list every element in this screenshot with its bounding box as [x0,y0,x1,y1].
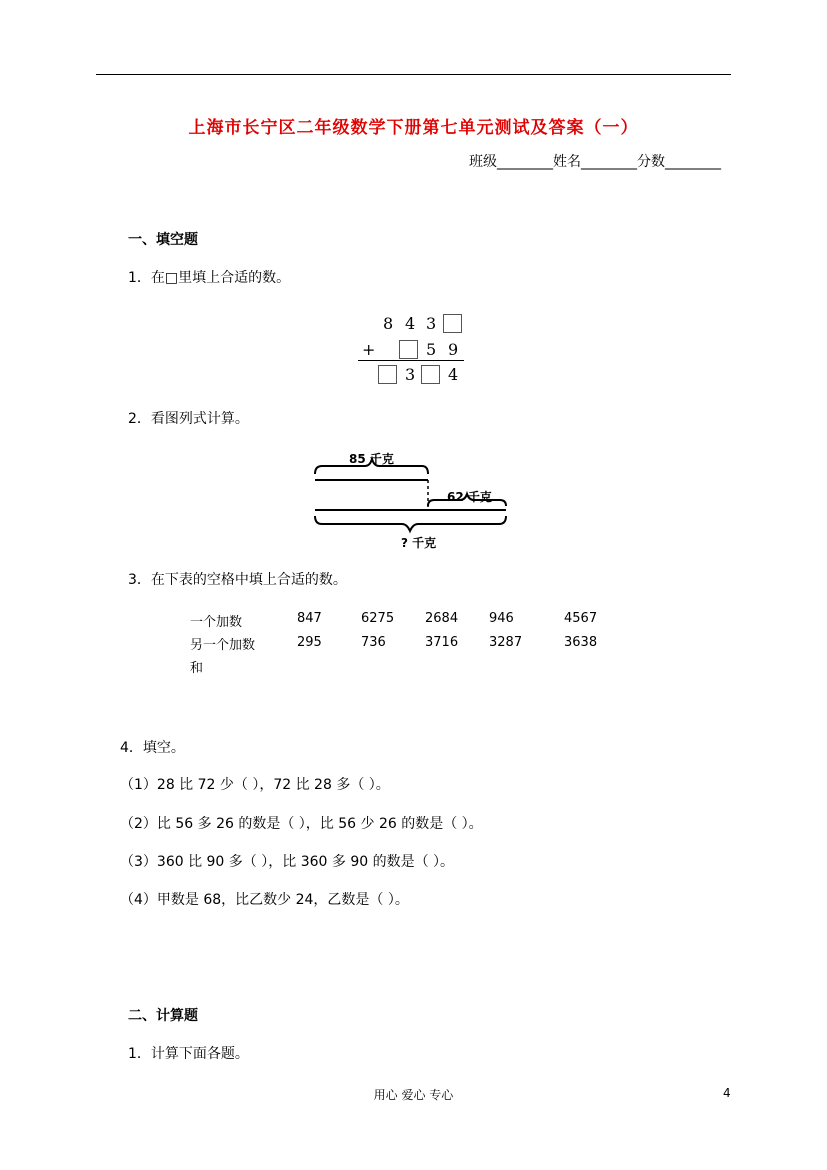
table-row-label: 一个加数 [190,615,243,630]
header-rule [96,74,731,75]
footer-motto: 用心 爱心 专心 [373,1088,454,1102]
answer-box[interactable] [443,314,462,333]
label-unknown-kg: ? 千克 [401,536,437,550]
student-info-line: 班级________姓名________分数________ [469,154,721,170]
label-62kg: 62 千克 [447,490,492,504]
table-cell: 3287 [489,635,523,650]
table-row-label: 和 [190,661,204,676]
answer-box[interactable] [399,340,418,359]
answer-box[interactable] [421,365,440,384]
question-4-item: （1）28 比 72 少（ ），72 比 28 多（ ）。 [120,777,390,793]
table-cell: 3638 [564,635,598,650]
digit: 8 [383,314,394,333]
answer-box[interactable] [378,365,397,384]
question-4-item: （2）比 56 多 26 的数是（ ），比 56 少 26 的数是（ ）。 [120,816,483,832]
question-4-item: （3）360 比 90 多（ ），比 360 多 90 的数是（ ）。 [120,854,455,870]
digit: 3 [405,365,416,384]
page-title: 上海市长宁区二年级数学下册第七单元测试及答案（一） [188,118,639,138]
digit: 9 [448,340,459,359]
digit: 4 [448,365,459,384]
label-85kg: 85 千克 [349,452,394,466]
table-cell: 736 [361,635,386,650]
question-3-text: 3．在下表的空格中填上合适的数。 [128,572,347,588]
question-2-text: 2．看图列式计算。 [128,411,249,427]
digit: 4 [405,314,416,333]
table-cell: 946 [489,611,514,626]
table-cell: 3716 [425,635,459,650]
digit: 3 [426,314,437,333]
table-cell: 2684 [425,611,459,626]
table-cell: 847 [297,611,322,626]
section-heading-calculation: 二、计算题 [128,1008,198,1024]
table-cell: 4567 [564,611,598,626]
table-cell: 295 [297,635,322,650]
question-1-text: 1．在□里填上合适的数。 [128,270,291,286]
question-4-text: 4．填空。 [120,740,185,756]
table-cell: 6275 [361,611,395,626]
sum-line [358,360,464,361]
digit: 5 [426,340,437,359]
table-row-label: 另一个加数 [190,638,256,653]
section-heading-fill-in: 一、填空题 [128,232,198,248]
page-number: 4 [723,1086,731,1100]
section-2-question-1-text: 1．计算下面各题。 [128,1046,249,1062]
plus-sign: + [362,340,376,359]
question-4-item: （4）甲数是 68，比乙数少 24，乙数是（ ）。 [120,892,409,908]
